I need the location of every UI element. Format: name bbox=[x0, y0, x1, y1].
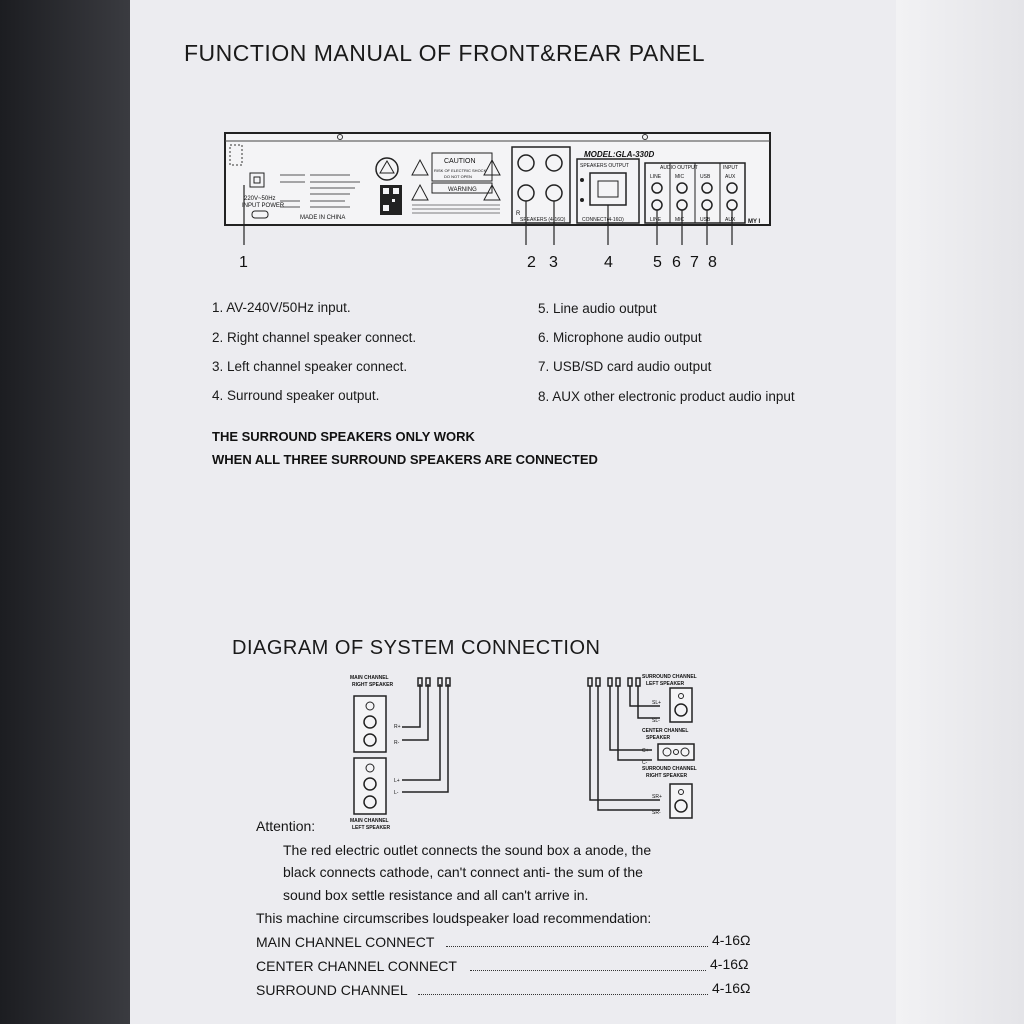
callout-1: 1 bbox=[239, 254, 248, 271]
surround-left-speaker bbox=[670, 688, 692, 722]
callout-5: 5 bbox=[653, 254, 662, 271]
svg-text:C-: C- bbox=[642, 760, 648, 766]
load-value-center: 4-16Ω bbox=[710, 956, 749, 972]
manual-page bbox=[130, 0, 896, 1024]
audio-output-label: AUDIO OUTPUT bbox=[660, 165, 698, 171]
svg-text:MAIN CHANNEL: MAIN CHANNEL bbox=[350, 675, 389, 681]
background-right-paper bbox=[896, 0, 1024, 1024]
connect-label: CONNECT(4-16Ω) bbox=[582, 217, 624, 223]
list-item: 3. Left channel speaker connect. bbox=[212, 359, 408, 374]
svg-text:SL+: SL+ bbox=[652, 700, 662, 706]
svg-text:L-: L- bbox=[394, 790, 399, 796]
svg-text:AUX: AUX bbox=[725, 174, 736, 180]
svg-text:USB: USB bbox=[700, 217, 711, 223]
input-label: INPUT bbox=[723, 165, 738, 171]
svg-text:SL-: SL- bbox=[652, 718, 660, 724]
svg-text:R: R bbox=[516, 211, 521, 217]
svg-text:C+: C+ bbox=[642, 748, 649, 754]
main-right-speaker bbox=[354, 696, 386, 752]
caution-sub-2: DO NOT OPEN bbox=[444, 174, 472, 179]
attention-heading: Attention: bbox=[256, 818, 316, 834]
list-item: 2. Right channel speaker connect. bbox=[212, 330, 417, 345]
list-item: 7. USB/SD card audio output bbox=[538, 359, 712, 374]
list-item: 4. Surround speaker output. bbox=[212, 388, 380, 403]
diagram-title: DIAGRAM OF SYSTEM CONNECTION bbox=[232, 637, 601, 659]
warning-label: WARNING bbox=[448, 187, 477, 193]
speakers-output-label: SPEAKERS OUTPUT bbox=[580, 163, 629, 169]
power-label-voltage: 220V~50Hz bbox=[244, 196, 276, 202]
list-item: 5. Line audio output bbox=[538, 301, 657, 316]
load-label-surround: SURROUND CHANNEL bbox=[256, 982, 408, 998]
load-value-main: 4-16Ω bbox=[712, 932, 751, 948]
callout-8: 8 bbox=[708, 254, 717, 271]
notice-line-2: WHEN ALL THREE SURROUND SPEAKERS ARE CONNECTED bbox=[212, 452, 598, 467]
svg-text:L+: L+ bbox=[394, 778, 400, 784]
list-item: 6. Microphone audio output bbox=[538, 330, 702, 345]
svg-text:R+: R+ bbox=[394, 724, 401, 730]
power-label-input: INPUT POWER bbox=[242, 203, 285, 209]
svg-text:RIGHT SPEAKER: RIGHT SPEAKER bbox=[646, 773, 688, 779]
surround-right-speaker bbox=[670, 784, 692, 818]
page-title: FUNCTION MANUAL OF FRONT&REAR PANEL bbox=[184, 40, 705, 66]
svg-text:SR-: SR- bbox=[652, 810, 661, 816]
list-item: 8. AUX other electronic product audio input bbox=[538, 389, 795, 404]
svg-text:USB: USB bbox=[700, 174, 711, 180]
attention-line-3: sound box settle resistance and all can't arrive in. bbox=[283, 887, 589, 903]
svg-text:SURROUND CHANNEL: SURROUND CHANNEL bbox=[642, 766, 697, 772]
center-speaker bbox=[658, 744, 694, 760]
model-label: MODEL:GLA-330D bbox=[584, 150, 655, 159]
svg-text:SURROUND CHANNEL: SURROUND CHANNEL bbox=[642, 674, 697, 680]
attention-line-1: The red electric outlet connects the sound box a anode, the bbox=[283, 842, 652, 858]
svg-text:SPEAKER: SPEAKER bbox=[646, 735, 671, 741]
caution-label: CAUTION bbox=[444, 158, 476, 165]
system-connection-diagram bbox=[340, 672, 740, 832]
svg-text:MIC: MIC bbox=[675, 217, 685, 223]
callout-6: 6 bbox=[672, 254, 681, 271]
caution-sub-1: RISK OF ELECTRIC SHOCK bbox=[434, 168, 487, 173]
svg-text:LINE: LINE bbox=[650, 217, 662, 223]
svg-text:MAIN CHANNEL: MAIN CHANNEL bbox=[350, 818, 389, 824]
leader-dots bbox=[446, 946, 708, 947]
callout-4: 4 bbox=[604, 254, 613, 271]
callout-3: 3 bbox=[549, 254, 558, 271]
leader-dots bbox=[470, 970, 706, 971]
load-label-main: MAIN CHANNEL CONNECT bbox=[256, 934, 435, 950]
load-value-surround: 4-16Ω bbox=[712, 980, 751, 996]
svg-text:RIGHT SPEAKER: RIGHT SPEAKER bbox=[352, 682, 394, 688]
notice-line-1: THE SURROUND SPEAKERS ONLY WORK bbox=[212, 429, 475, 444]
load-recommendation: This machine circumscribes loudspeaker load recommendation: bbox=[256, 910, 652, 926]
background-left bbox=[0, 0, 130, 1024]
callout-7: 7 bbox=[690, 254, 699, 271]
leader-dots bbox=[418, 994, 708, 995]
svg-text:CENTER CHANNEL: CENTER CHANNEL bbox=[642, 728, 689, 734]
svg-text:LINE: LINE bbox=[650, 174, 662, 180]
load-label-center: CENTER CHANNEL CONNECT bbox=[256, 958, 457, 974]
brand-mark: MY I bbox=[748, 219, 761, 225]
svg-text:SR+: SR+ bbox=[652, 794, 662, 800]
callout-2: 2 bbox=[527, 254, 536, 271]
speakers-label: SPEAKERS (4-16Ω) bbox=[520, 217, 566, 223]
rear-panel-diagram bbox=[220, 125, 780, 245]
svg-text:LEFT SPEAKER: LEFT SPEAKER bbox=[646, 681, 685, 687]
svg-text:AUX: AUX bbox=[725, 217, 736, 223]
made-in-label: MADE IN CHINA bbox=[300, 215, 346, 221]
list-item: 1. AV-240V/50Hz input. bbox=[212, 300, 351, 315]
svg-text:R-: R- bbox=[394, 740, 400, 746]
svg-text:MIC: MIC bbox=[675, 174, 685, 180]
svg-text:LEFT SPEAKER: LEFT SPEAKER bbox=[352, 825, 391, 831]
main-left-speaker bbox=[354, 758, 386, 814]
attention-line-2: black connects cathode, can't connect anti- the sum of the bbox=[283, 864, 643, 880]
